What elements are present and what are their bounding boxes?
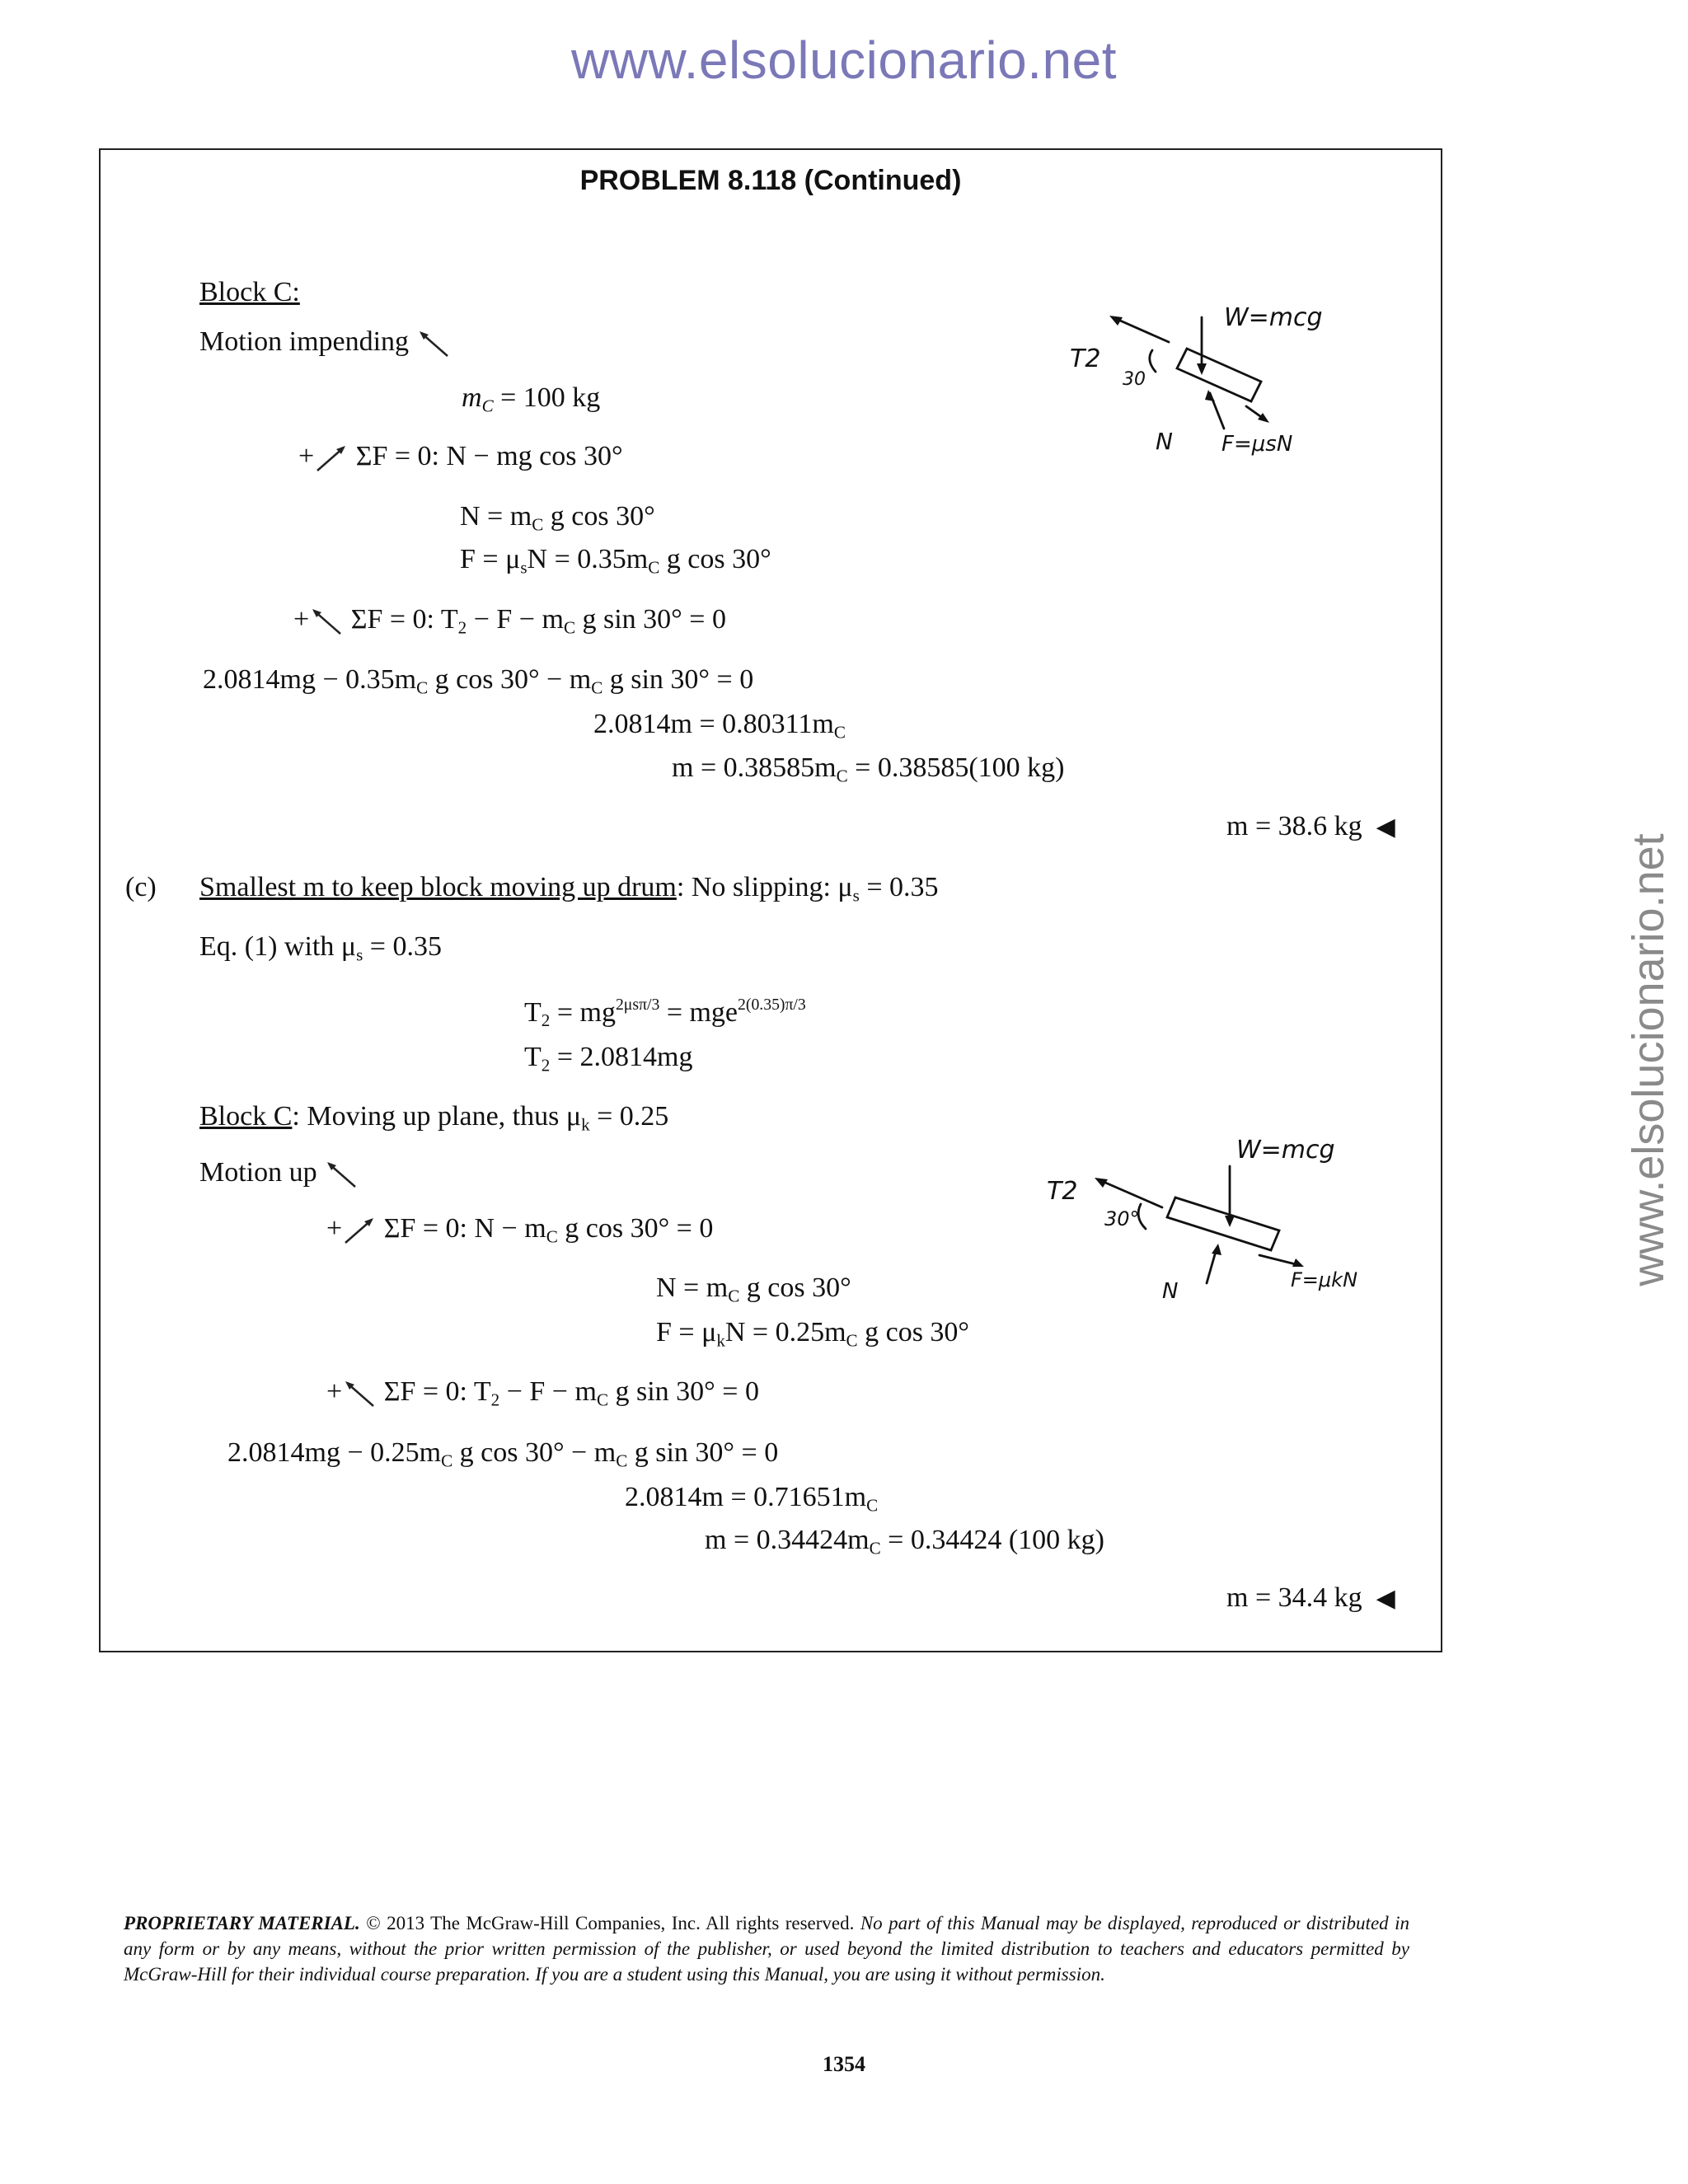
fbd2-angle-label: 30° — [1104, 1207, 1140, 1230]
fbd2-weight-label: W=mcg — [1236, 1136, 1335, 1165]
friction-force-2: $F = \mu_kN = 0.25m_C$ g cos 30° — [656, 1317, 970, 1351]
equation-b1: $2.0814mg - 0.25m_C$ g $\cos 30^\circ - m_C$ g sin 30° = 0 — [227, 1437, 779, 1471]
fbd1-weight-label: W=mcg — [1224, 303, 1323, 332]
answer-1: m = 38.6 kg ◀ — [1226, 811, 1395, 841]
equation-a2: $2.0814m = 0.80311m_C$ — [593, 709, 846, 743]
equation-a3: $m = 0.38585m_C = 0.38585(100$ kg) — [672, 752, 1065, 786]
sum-forces-plane-1: + ΣF = 0: $T_2 - F - m_C$ g sin 30° = 0 — [293, 604, 726, 638]
arrow-up-left-icon — [342, 1380, 377, 1408]
friction-force-1: $F = \mu_sN = 0.35m_C$ g cos 30° — [460, 544, 771, 578]
sum-forces-normal-1: + ΣF = 0: N − mg cos 30° — [298, 441, 623, 471]
tension-equation-1: $T_2 = mg^{2\mu s\pi/3} = mge^{2(0.35)\pi/3}$ — [524, 996, 806, 1031]
sum-forces-normal-2: + ΣF = 0: $N - m_C$ g cos 30° = 0 — [326, 1213, 714, 1247]
page-number: 1354 — [823, 2052, 865, 2076]
mc-equation: $m_C = 100$ kg — [462, 382, 601, 416]
eq1-with: Eq. (1) with $\mu_s = 0.35$ — [199, 931, 442, 965]
arrow-up-left-icon — [324, 1160, 359, 1188]
watermark-side: www.elsolucionario.net — [1624, 833, 1673, 1286]
arrow-up-right-icon — [342, 1216, 377, 1244]
fbd1-tension-label: T2 — [1070, 344, 1101, 373]
fbd2-tension-label: T2 — [1047, 1177, 1078, 1206]
fbd1-normal-label: N — [1156, 428, 1173, 455]
part-c-label: (c) — [125, 872, 157, 902]
normal-force-1: $N = m_C$ g cos 30° — [460, 501, 655, 535]
fbd1-angle-label: 30 — [1123, 369, 1146, 390]
sum-forces-plane-2: + ΣF = 0: $T_2 - F - m_C$ g sin 30° = 0 — [326, 1376, 759, 1410]
free-body-diagram-2 — [1039, 1125, 1385, 1306]
block-c-moving-up: Block C: Moving up plane, thus $\mu_k = 0.25$ — [199, 1101, 669, 1135]
block-c-heading: Block C: — [199, 277, 300, 307]
fbd2-friction-label: F=μkN — [1291, 1268, 1358, 1291]
free-body-diagram-1 — [1063, 293, 1343, 474]
equation-a1: $2.0814mg - 0.35m_C$ g $\cos 30^\circ - m_C$ g sin 30° = 0 — [203, 664, 754, 698]
part-c-statement: Smallest m to keep block moving up drum: No slipping: $\mu_s = 0.35$ — [199, 872, 939, 906]
equation-b3: $m = 0.34424m_C = 0.34424$ (100 kg) — [705, 1525, 1104, 1558]
arrow-up-left-icon — [416, 330, 451, 358]
normal-force-2: $N = m_C$ g cos 30° — [656, 1272, 851, 1306]
tension-equation-2: $T_2 = 2.0814mg$ — [524, 1042, 693, 1076]
equation-b2: $2.0814m = 0.71651m_C$ — [625, 1482, 879, 1516]
answer-2: m = 34.4 kg ◀ — [1226, 1582, 1395, 1613]
motion-impending: Motion impending — [199, 328, 451, 358]
proprietary-notice: PROPRIETARY MATERIAL. © 2013 The McGraw-Hill Companies, Inc. All rights reserved. No part of this Manual may be displayed, reproduced or distributed in any form or by any means, without the prior written permission of the publisher, or used beyond the limited distribution to teachers and educators permitted by McGraw-Hill for their individual course preparation. If you are a student using this Manual, you are using it without permission. — [124, 1913, 1409, 1985]
problem-title: PROBLEM 8.118 (Continued) — [579, 165, 962, 196]
arrow-up-right-icon — [314, 444, 349, 472]
fbd2-normal-label: N — [1162, 1279, 1179, 1304]
watermark-top: www.elsolucionario.net — [571, 30, 1117, 90]
fbd1-friction-label: F=μsN — [1221, 432, 1293, 457]
arrow-up-left-icon — [309, 607, 344, 635]
motion-up: Motion up — [199, 1159, 359, 1188]
